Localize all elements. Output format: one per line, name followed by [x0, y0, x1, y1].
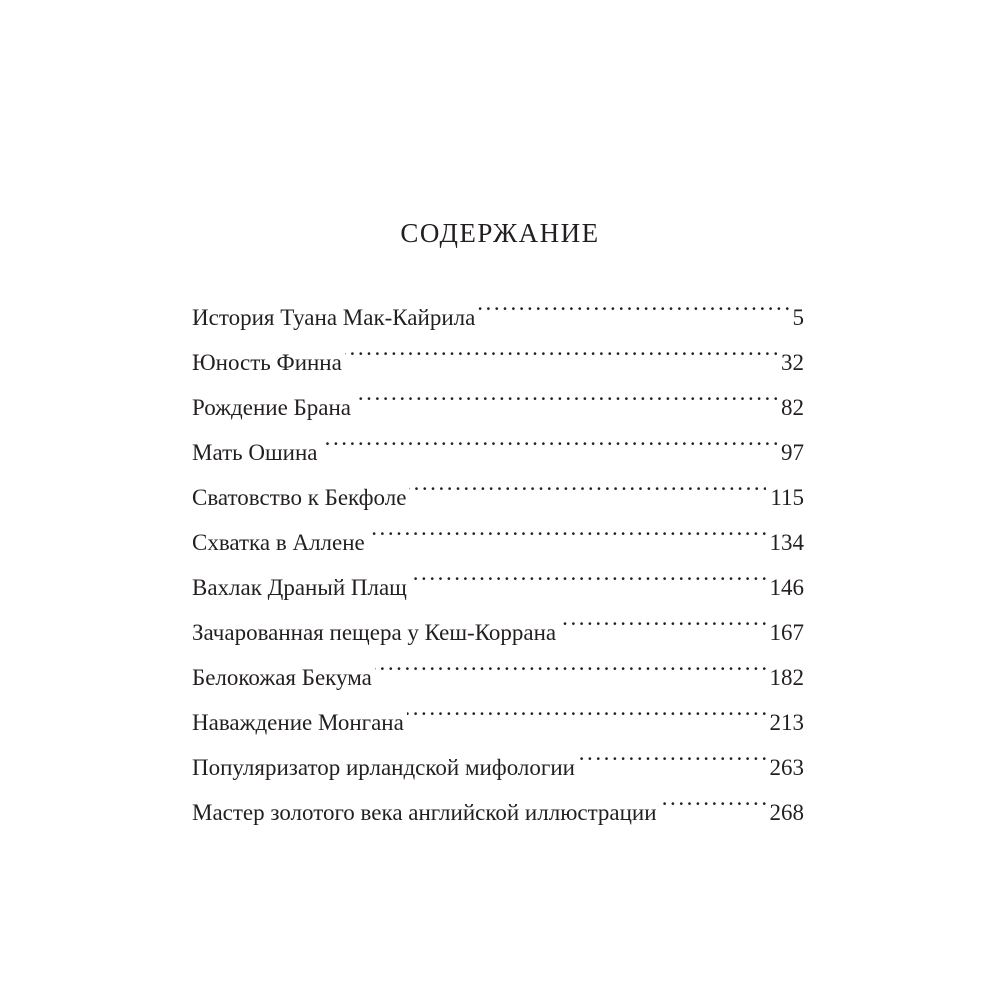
toc-entry-title: История Туана Мак-Кайрила	[192, 305, 476, 330]
toc-entry-page: 5	[792, 305, 804, 330]
toc-leader-dots	[368, 505, 766, 550]
toc-entry-title: Сватовство к Бекфоле	[192, 485, 407, 510]
toc-entry	[192, 550, 804, 600]
toc-leader-dots	[345, 325, 777, 370]
toc-entry-title: Вахлак Драный Плащ	[192, 575, 407, 600]
toc-entry-title: Схватка в Аллене	[192, 530, 365, 555]
toc-leader-dots	[354, 370, 777, 415]
toc-entry	[192, 775, 804, 825]
toc-entry-page: 32	[781, 350, 804, 375]
toc-entry-title: Юность Финна	[192, 350, 342, 375]
toc-entry-page: 115	[770, 485, 804, 510]
toc-entry-page: 263	[769, 755, 804, 780]
toc-leader-dots	[478, 280, 788, 325]
toc-entry-page: 82	[781, 395, 804, 420]
toc-entry-page: 268	[769, 800, 804, 825]
toc-leader-dots	[559, 595, 765, 640]
toc-entry-title: Мастер золотого века английской иллюстрации	[192, 800, 657, 825]
toc-entry-page: 146	[769, 575, 804, 600]
toc-entry	[192, 730, 804, 780]
toc-entry-title: Популяризатор ирландской мифологии	[192, 755, 575, 780]
toc-entry	[192, 415, 804, 465]
toc-entry-page: 134	[769, 530, 804, 555]
toc-entry	[192, 280, 804, 330]
contents-heading: СОДЕРЖАНИЕ	[400, 218, 600, 248]
toc-entry-title: Белокожая Бекума	[192, 665, 372, 690]
toc-entry-page: 213	[769, 710, 804, 735]
toc-leader-dots	[409, 460, 766, 505]
toc-entry-page: 97	[781, 440, 804, 465]
toc-entry-title: Мать Ошина	[192, 440, 318, 465]
toc-leader-dots	[407, 685, 766, 730]
toc-leader-dots	[578, 730, 766, 775]
toc-entry-page: 167	[769, 620, 804, 645]
toc-leader-dots	[660, 775, 766, 820]
toc-entry-title: Рождение Брана	[192, 395, 351, 420]
toc-entry-title: Наваждение Монгана	[192, 710, 404, 735]
toc-leader-dots	[321, 415, 777, 460]
table-of-contents	[192, 280, 804, 825]
toc-entry	[192, 640, 804, 690]
toc-entry	[192, 370, 804, 420]
toc-entry	[192, 595, 804, 645]
toc-leader-dots	[410, 550, 766, 595]
toc-entry	[192, 460, 804, 510]
toc-leader-dots	[375, 640, 766, 685]
toc-entry	[192, 325, 804, 375]
toc-entry-title: Зачарованная пещера у Кеш-Коррана	[192, 620, 557, 645]
toc-entry	[192, 685, 804, 735]
toc-entry	[192, 505, 804, 555]
toc-entry-page: 182	[769, 665, 804, 690]
